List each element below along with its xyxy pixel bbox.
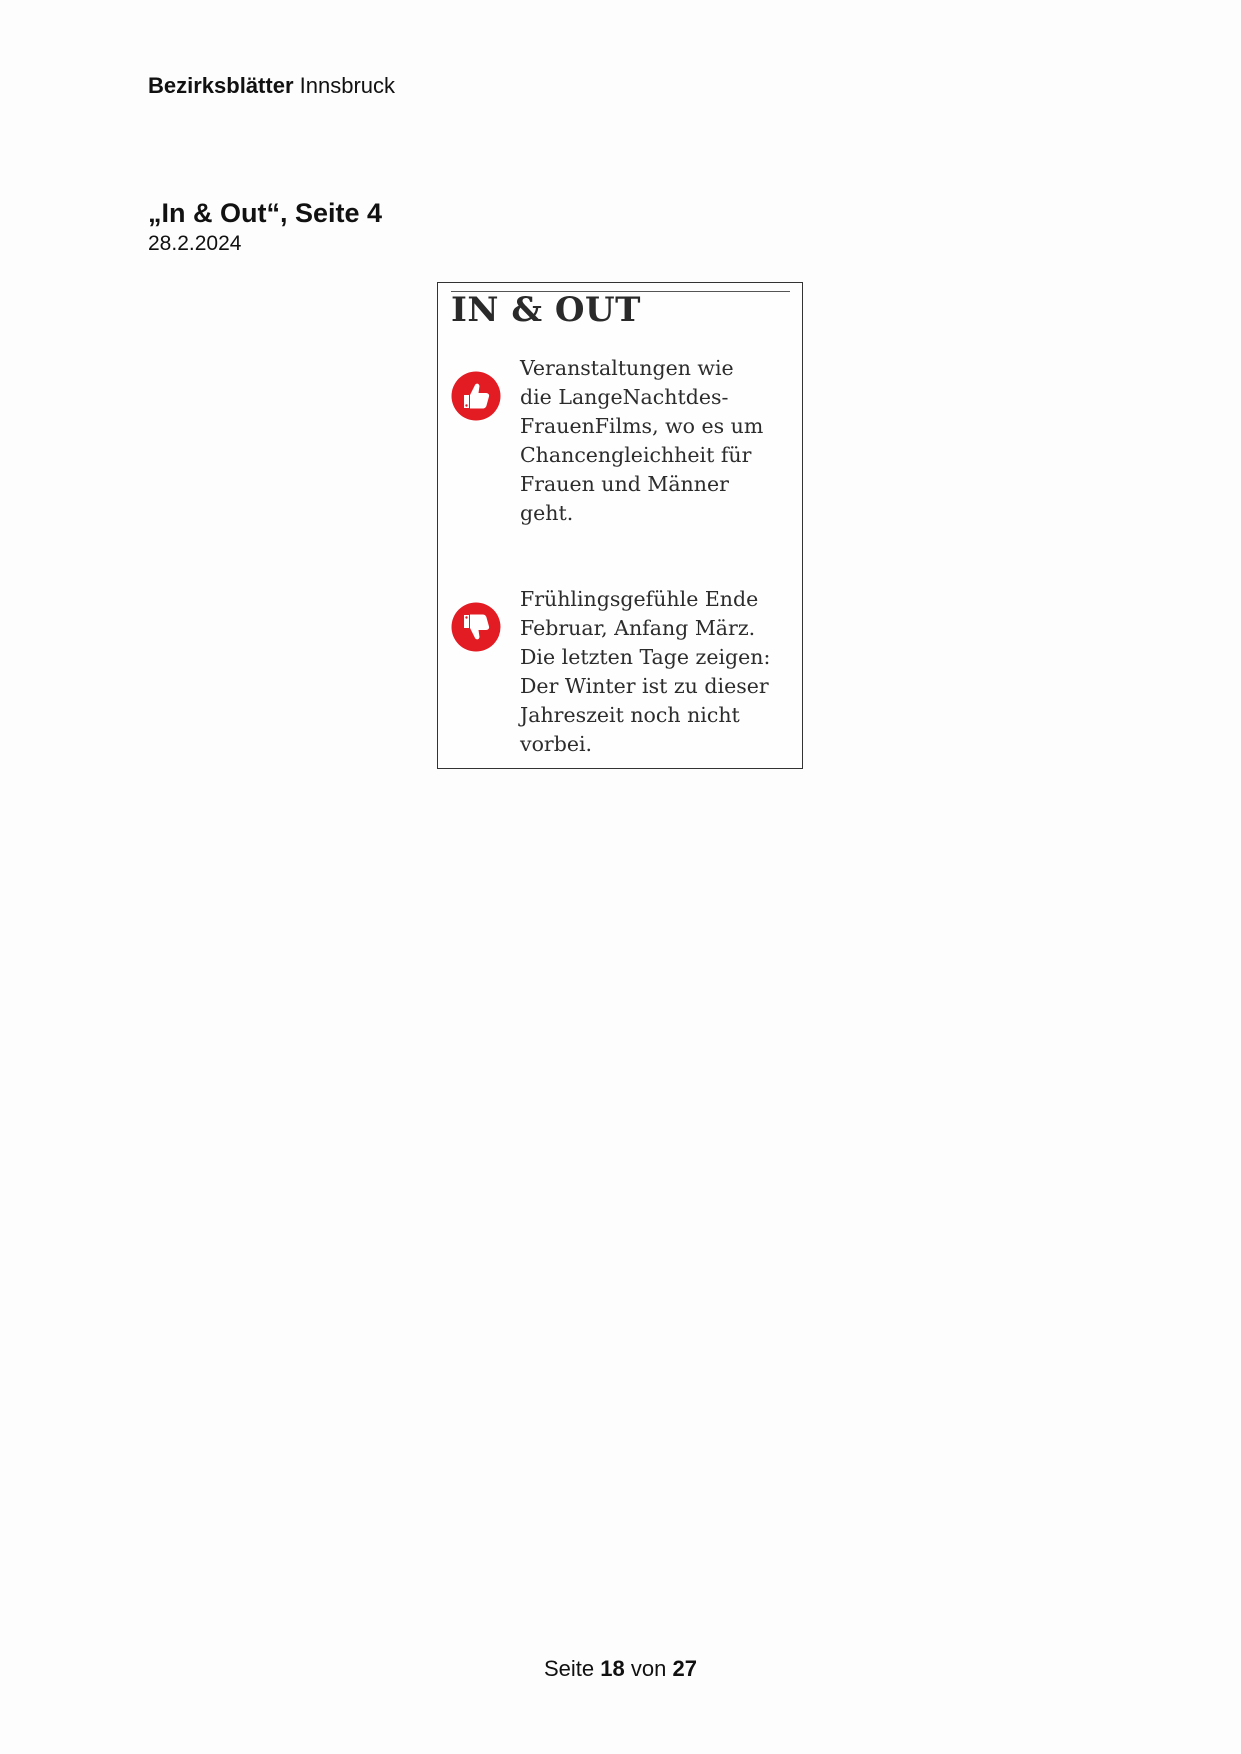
thumbs-up-icon (451, 371, 501, 421)
publication-header (148, 72, 395, 100)
total-pages: 27 (672, 1656, 697, 1681)
out-entry-line: Jahreszeit noch nicht (520, 703, 740, 727)
in-entry-line: Frauen und Männer (520, 472, 729, 496)
out-entry-line: Frühlingsgefühle Ende (520, 587, 759, 611)
publication-name: Bezirksblätter (148, 73, 294, 98)
in-entry-line: Chancengleichheit für (520, 443, 752, 467)
page-number: 18 (600, 1656, 625, 1681)
in-entry-line: geht. (520, 501, 574, 525)
in-entry-line: FrauenFilms, wo es um (520, 414, 764, 438)
out-entry-text (520, 585, 800, 759)
newspaper-clipping (437, 282, 803, 769)
publication-region: Innsbruck (299, 73, 396, 98)
of-label: von (630, 1656, 667, 1681)
article-title: „In & Out“, Seite 4 (148, 198, 383, 228)
thumbs-down-icon (451, 602, 501, 652)
clipping-title: IN & OUT (451, 290, 641, 330)
out-entry-line: Die letzten Tage zeigen: (520, 645, 771, 669)
in-entry-line: die LangeNachtdes- (520, 385, 729, 409)
page-label: Seite (544, 1656, 595, 1681)
in-entry-line: Veranstaltungen wie (520, 356, 734, 380)
out-entry-line: vorbei. (520, 732, 593, 756)
out-entry-line: Februar, Anfang März. (520, 616, 756, 640)
out-entry-line: Der Winter ist zu dieser (520, 674, 769, 698)
page-footer (0, 1655, 1241, 1683)
article-date: 28.2.2024 (148, 232, 242, 255)
in-entry-text (520, 354, 800, 528)
